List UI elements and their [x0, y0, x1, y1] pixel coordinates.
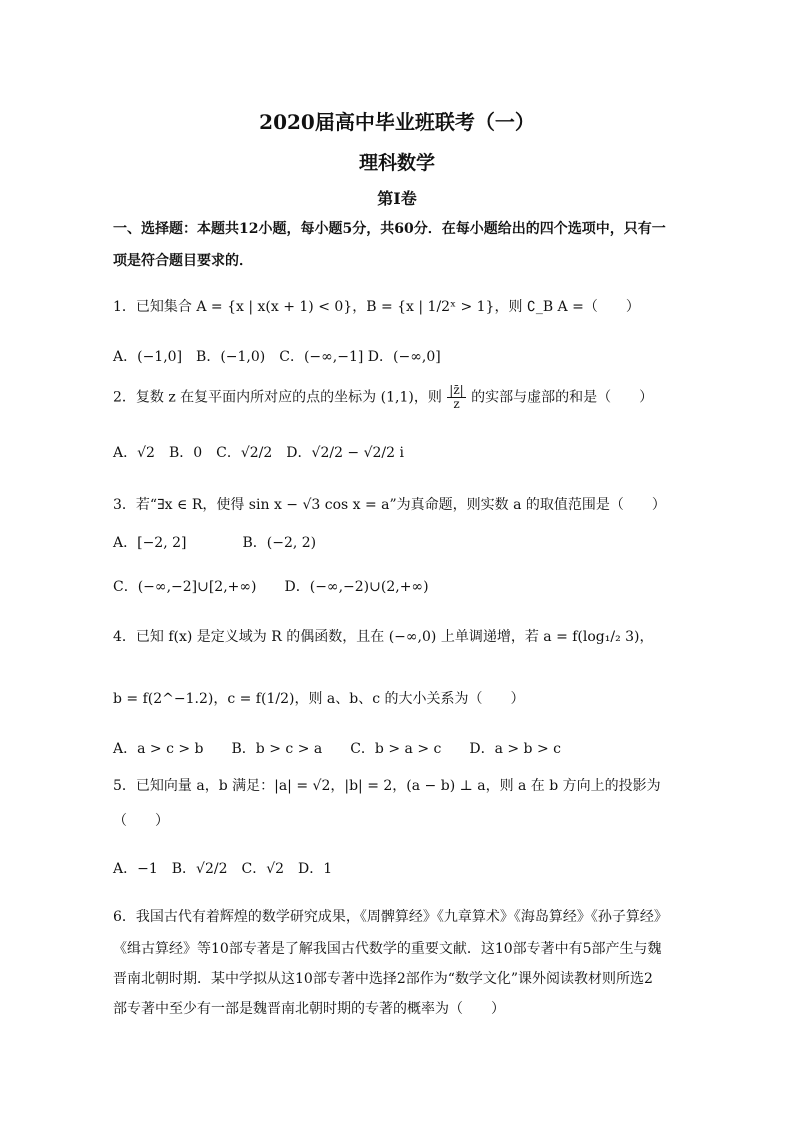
question-1-options: A．(−1,0] B．(−1,0) C．(−∞,−1] D．(−∞,0] — [113, 349, 441, 365]
question-3-stem: 3．若“∃x ∈ R，使得 sin x − √3 cos x = a”为真命题，则实数 a 的取值范围是（ ） — [113, 497, 666, 513]
question-5-stem-line-1: 5．已知向量 a，b 满足：|a| = √2，|b| = 2，(a − b) ⊥ a，则 a 在 b 方向上的投影为 — [113, 778, 661, 794]
question-4-stem-line-1: 4．已知 f(x) 是定义域为 R 的偶函数，且在 (−∞,0) 上单调递增，若 a = f(log₁/₂ 3)， — [113, 629, 654, 645]
question-2-stem-b: 的实部与虚部的和是（ ） — [471, 389, 654, 406]
section-heading-line-1: 一、选择题：本题共12小题，每小题5分，共60分．在每小题给出的四个选项中，只有一 — [113, 221, 666, 237]
question-5-options: A．−1 B．√2/2 C．√2 D．1 — [113, 861, 333, 877]
exam-title: 2020届高中毕业班联考（一） — [259, 110, 535, 134]
question-6-line-2: 《缉古算经》等10部专著是了解我国古代数学的重要文献．这10部专著中有5部产生与魏 — [113, 941, 662, 957]
question-4-stem-line-2: b = f(2^−1.2)，c = f(1/2)，则 a、b、c 的大小关系为（ ） — [113, 691, 525, 707]
question-4-options: A．a > c > b B．b > c > a C．b > a > c D．a > b > c — [113, 741, 561, 757]
question-3-options-row-1: A．[−2, 2] B．(−2, 2) — [113, 535, 317, 551]
question-2-fraction — [447, 384, 465, 411]
question-3-options-row-2: C．(−∞,−2]∪[2,+∞) D．(−∞,−2)∪(2,+∞) — [113, 579, 429, 595]
fraction-numerator: |z̄| — [449, 383, 464, 397]
question-2-stem — [113, 384, 653, 411]
section-heading-line-2: 项是符合题目要求的． — [113, 253, 253, 269]
fraction-denominator: z — [453, 397, 460, 412]
exam-subtitle: 理科数学 — [358, 152, 435, 174]
question-6-line-3: 晋南北朝时期．某中学拟从这10部专著中选择2部作为“数学文化”课外阅读教材则所选2 — [113, 971, 653, 987]
question-5-stem-line-2: （ ） — [113, 813, 169, 829]
question-6-line-4: 部专著中至少有一部是魏晋南北朝时期的专著的概率为（ ） — [113, 1001, 505, 1017]
question-1-stem: 1．已知集合 A = {x | x(x + 1) < 0}，B = {x | 1/2ˣ > 1}，则 ∁_B A =（ ） — [113, 299, 640, 315]
question-6-line-1: 6．我国古代有着辉煌的数学研究成果，《周髀算经》《九章算术》《海岛算经》《孙子算经》 — [113, 909, 668, 925]
volume-label: 第Ⅰ卷 — [377, 189, 417, 208]
question-2-stem-a: 2．复数 z 在复平面内所对应的点的坐标为 (1,1)，则 — [113, 389, 442, 406]
question-2-options: A．√2 B．0 C．√2/2 D．√2/2 − √2/2 i — [113, 445, 404, 461]
